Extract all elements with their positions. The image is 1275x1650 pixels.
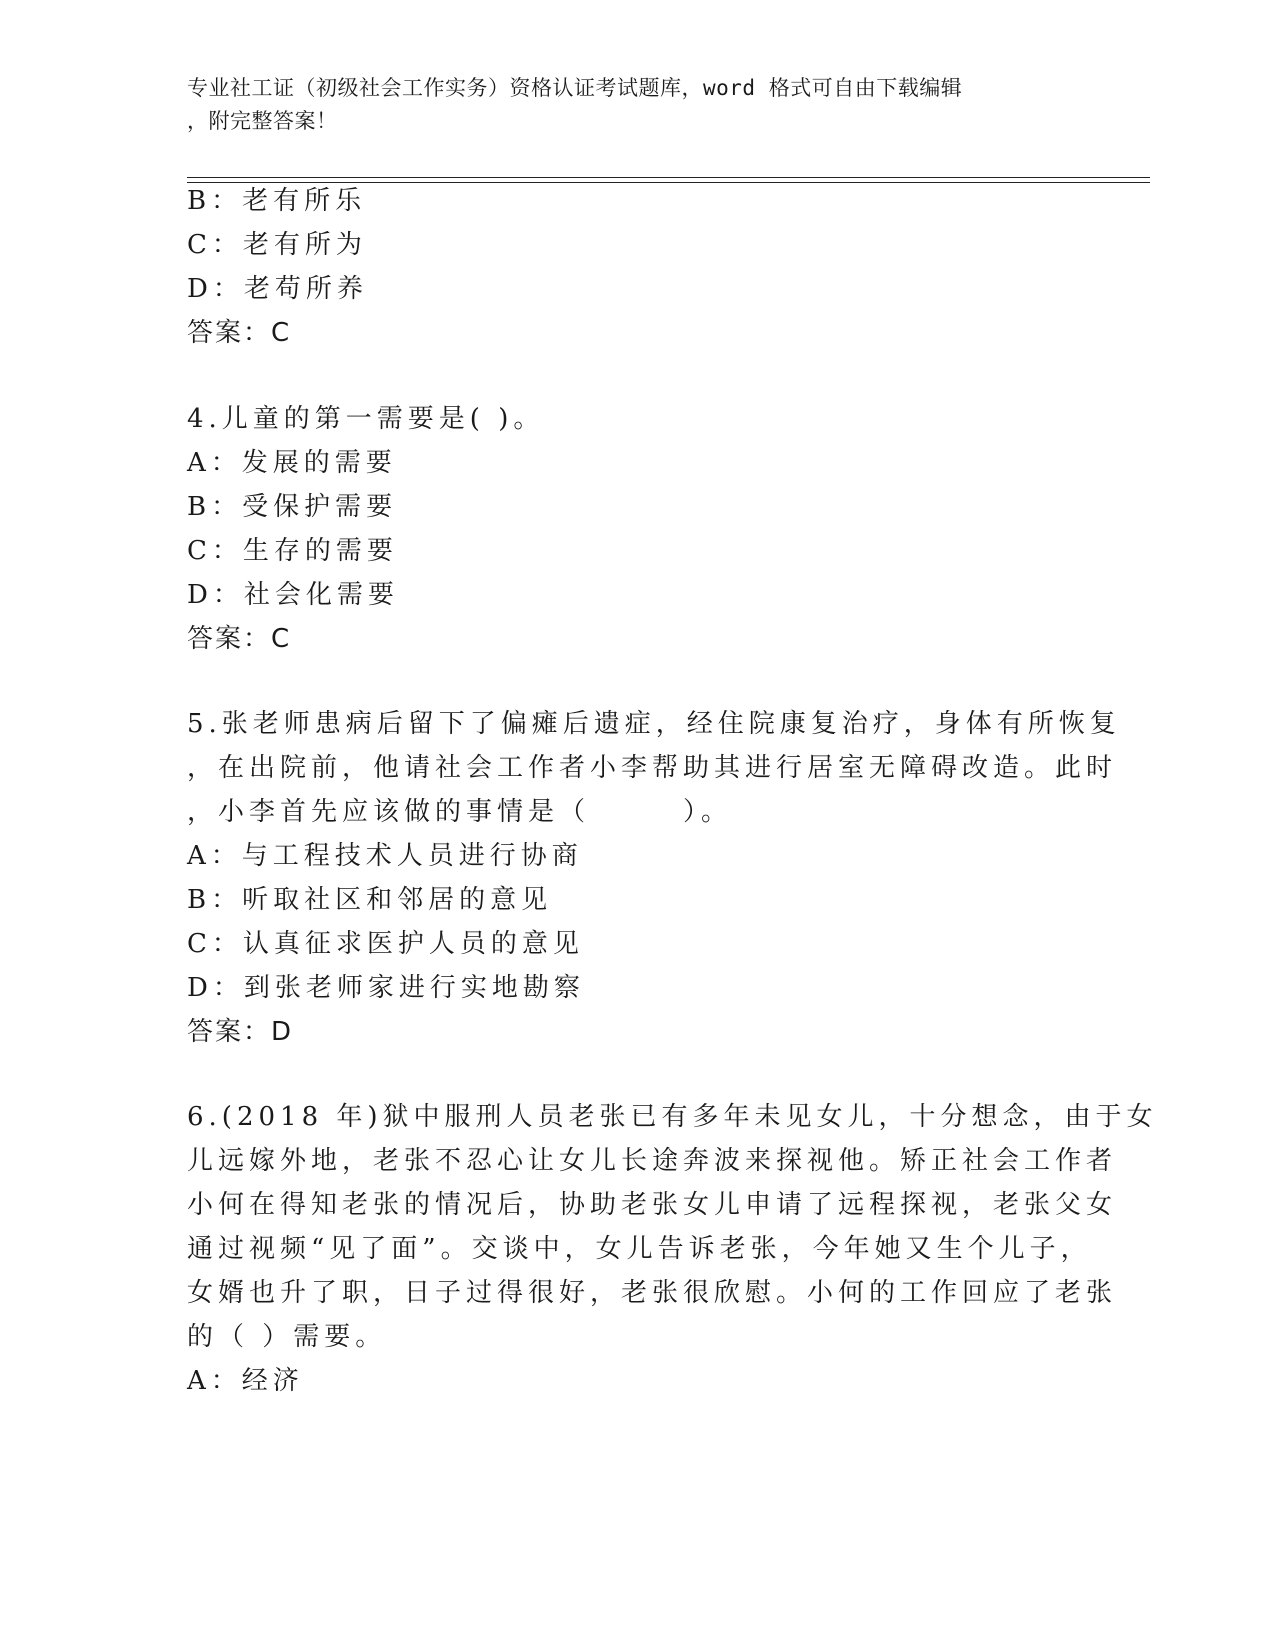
q4-answer: 答案：C — [187, 624, 292, 654]
q5-option-b: B：听取社区和邻居的意见 — [187, 885, 553, 915]
q6-option-a: A：经济 — [187, 1366, 304, 1396]
header-rule-bottom — [187, 182, 1150, 183]
q5-stem-line-3: ，小李首先应该做的事情是（ ）。 — [187, 797, 733, 827]
q6-stem-line-3: 小何在得知老张的情况后，协助老张女儿申请了远程探视，老张父女 — [187, 1190, 1118, 1220]
q5-answer: 答案：D — [187, 1017, 294, 1047]
q6-stem-line-4: 通过视频“见了面”。交谈中，女儿告诉老张，今年她又生个儿子， — [187, 1234, 1092, 1264]
q4-option-d: D：社会化需要 — [187, 580, 399, 610]
header-title-line-1: 专业社工证（初级社会工作实务）资格认证考试题库，word 格式可自由下载编辑 — [187, 76, 963, 100]
q3-option-b: B：老有所乐 — [187, 186, 367, 216]
q4-option-a: A：发展的需要 — [187, 448, 397, 478]
q5-option-a: A：与工程技术人员进行协商 — [187, 841, 583, 871]
header-rule-top — [187, 177, 1150, 178]
q4-option-c: C：生存的需要 — [187, 536, 398, 566]
q5-option-c: C：认真征求医护人员的意见 — [187, 929, 584, 959]
page-header — [187, 72, 1067, 138]
header-title-line-2: ，附完整答案！ — [187, 109, 338, 133]
q6-stem-line-5: 女婿也升了职，日子过得很好，老张很欣慰。小何的工作回应了老张 — [187, 1278, 1118, 1308]
q3-option-d: D：老苟所养 — [187, 274, 368, 304]
q4-option-b: B：受保护需要 — [187, 492, 398, 522]
q3-answer: 答案：C — [187, 318, 292, 348]
q4-stem: 4.儿童的第一需要是( )。 — [187, 404, 545, 434]
q6-stem-line-1: 6.(2018 年)狱中服刑人员老张已有多年未见女儿，十分想念，由于女 — [187, 1102, 1158, 1132]
q6-stem-line-2: 儿远嫁外地，老张不忍心让女儿长途奔波来探视他。矫正社会工作者 — [187, 1146, 1118, 1176]
q6-stem-line-6: 的（ ）需要。 — [187, 1322, 387, 1352]
q5-option-d: D：到张老师家进行实地勘察 — [187, 973, 585, 1003]
q3-option-c: C：老有所为 — [187, 230, 367, 260]
q5-stem-line-1: 5.张老师患病后留下了偏瘫后遗症，经住院康复治疗，身体有所恢复 — [187, 709, 1121, 739]
q5-stem-line-2: ，在出院前，他请社会工作者小李帮助其进行居室无障碍改造。此时 — [187, 753, 1118, 783]
